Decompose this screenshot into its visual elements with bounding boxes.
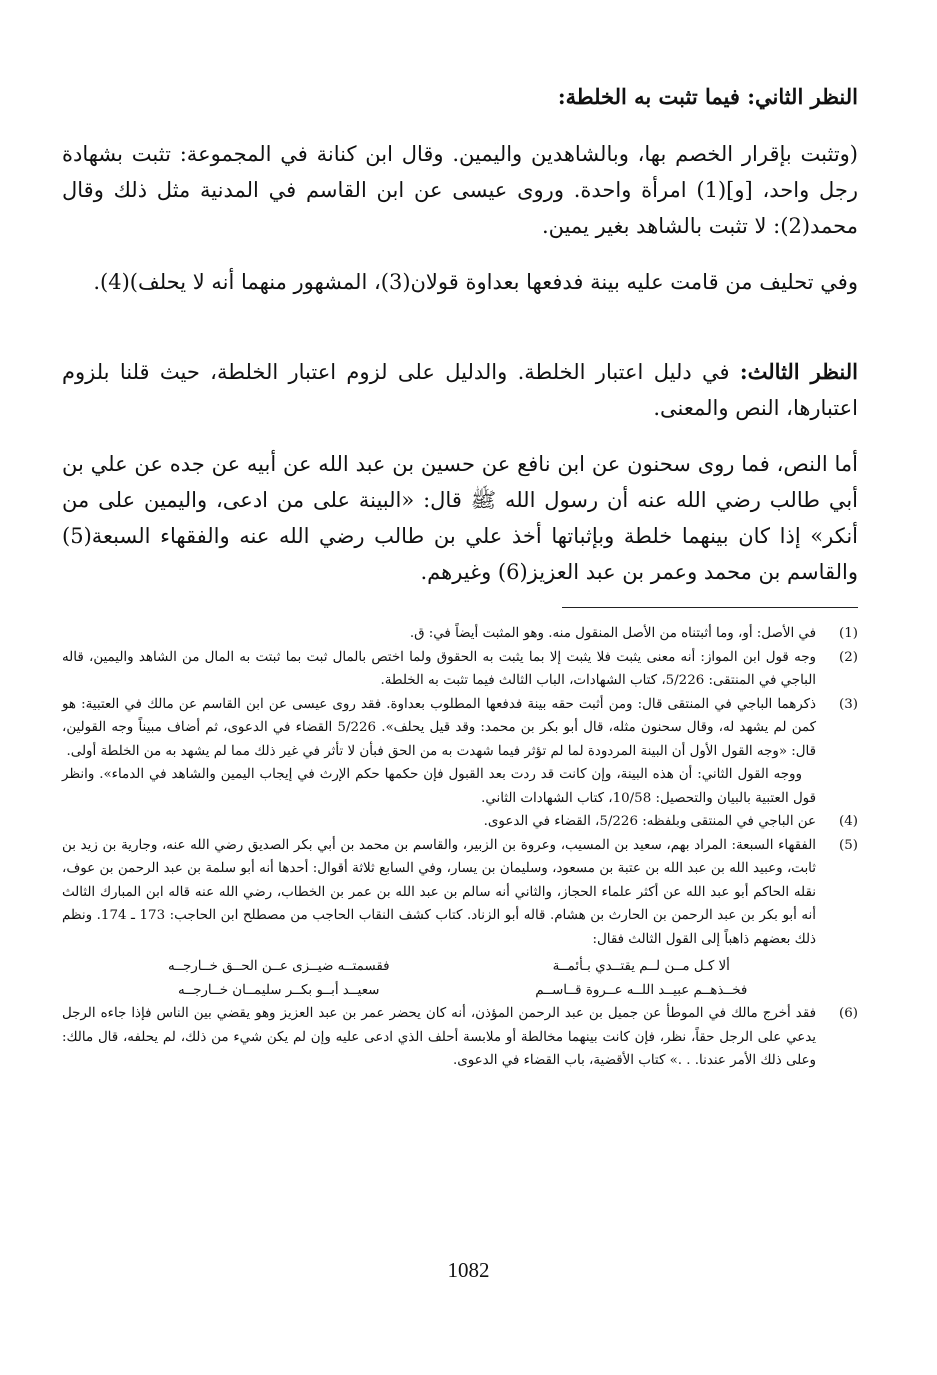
paragraph-3	[62, 354, 858, 426]
poem-verse-1	[118, 955, 802, 979]
footnote-3-continuation: ووجه القول الثاني: أن هذه البينة، وإن كانت قد ردت بعد القبول فإن حكمها حكم الإرث في إيجاب اليمين والشاهد في الدماء». وانظر قول العتبية بالبيان والتحصيل: 10/58، كتاب الشهادات الثاني.	[62, 767, 816, 806]
poem-hemistich-first: ألا كـل مــن لــم يقتــدي بـأئمــة	[552, 959, 730, 974]
poem-hemistich-first: فخــذهــم عبيــد اللــه عــروة قــاســم	[535, 982, 748, 998]
section-heading-2-text: النظر الثاني: فيما تثبت به الخلطة:	[557, 84, 858, 109]
footnote-text: الفقهاء السبعة: المراد بهم، سعيد بن المسيب، وعروة بن الزبير، والقاسم بن محمد بن أبي بكر الصديق رضي الله عنه، وجارية بن زيد بن ثابت، وعبيد الله بن عبد الله بن عتبة بن مسعود، وسليمان بن يسار، وفي السابع ثلاثة أقوال: أحدها أنه أبو سلمة بن عبد الرحمن بن عوف، نقله الحاكم أبو عبد الله عن أكثر علماء الحجاز، والثاني أنه سالم بن عبد الله بن عمر بن الخطاب، رضي الله عنه قاله ابن المبارك الثالث أنه أبو بكر بن عبد الرحمن بن الحارث بن هشام. قاله أبو الزناد. كتاب كشف النقاب الحاجب من مصطلح ابن الحاجب: 173 ـ 174. ونظم ذلك بعضهم ذاهباً إلى القول الثالث فقال:	[62, 837, 817, 947]
footnote-number: (5)	[839, 837, 858, 853]
footnote-number: (6)	[839, 1006, 858, 1021]
paragraph-3-text	[62, 354, 858, 426]
paragraph-2	[62, 264, 858, 300]
section-heading-2	[62, 84, 858, 109]
footnote-text: ذكرهما الباجي في المنتقى قال: ومن أثبت حقه بينة فدفعها المطلوب بعداوة. فقد روى عيسى عن ابن القاسم عن مالك في العتبية: هو كمن لم يشهد له، وقال سحنون مثله، قال أبو بكر بن محمد: وقد قيل يحلف». 5/226 القضاء في الدعوى، ثم أضاف مبيناً وجه القولين، قال: «وجه القول الأول أن البينة المردودة لما لم تؤثر فيما شهدت به من الحق فبأن لا تأثر في غير ذلك مما لم يشهد به من الخلطة أولى.	[62, 696, 817, 759]
footnote-1	[62, 622, 858, 646]
footnote-5-poem	[118, 955, 802, 1002]
footnote-number: (4)	[839, 814, 858, 829]
paragraph-4	[62, 446, 858, 590]
paragraph-1-text: (وتثبت بإقرار الخصم بها، وبالشاهدين واليمين. وقال ابن كنانة في المجموعة: تثبت بشهادة رجل واحد، [و](1) امرأة واحدة. وروى عيسى عن ابن القاسم في المدنية مثل ذلك وقال محمد(2): لا تثبت بالشاهد بغير يمين.	[62, 142, 858, 238]
footnote-text: فقد أخرج مالك في الموطأ عن جميل بن عبد الرحمن المؤذن، أنه كان يحضر عمر بن عبد العزيز وهو يقضي بين الناس فإذا جاءه الرجل يدعي على الرجل حقاً، نظر، فإن كانت بينهما مخالطة أو ملابسة أحلف الذي ادعى عليه وإن لم يكن شيء من ذلك، لم يحلفه، قال مالك: وعلى ذلك الأمر عندنا. . .» كتاب الأقضية، باب القضاء في الدعوى.	[62, 1006, 816, 1068]
poem-hemistich-second: سعيــد أبــو بكــر سليمــان خــارجــه	[178, 982, 380, 998]
page-number: 1082	[447, 1258, 490, 1282]
paragraph-2-text: وفي تحليف من قامت عليه بينة فدفعها بعداوة قولان(3)، المشهور منهما أنه لا يحلف)(4).	[93, 270, 858, 294]
footnote-text: عن الباجي في المنتقى وبلفظه: 5/226، القضاء في الدعوى.	[483, 814, 816, 829]
footnote-2	[62, 646, 858, 693]
footnote-text: في الأصل: أو، وما أثبتناه من الأصل المنقول منه. وهو المثبت أيضاً في: ق.	[409, 626, 816, 641]
footnotes	[62, 622, 858, 1073]
footnote-6	[62, 1002, 858, 1073]
footnote-text: وجه قول ابن المواز: أنه معنى يثبت فلا يثبت إلا بما يثبت به الحقوق ولما اختص بالمال ثبت بما ثبتت به المال من الشاهد واليمين، قاله الباجي في المنتقى: 5/226، كتاب الشهادات، الباب الثالث فيما تثبت به الخلطة.	[62, 649, 816, 688]
footnote-number: (3)	[839, 696, 858, 712]
footnote-divider	[562, 607, 858, 608]
footnote-4	[62, 810, 858, 834]
paragraph-4-text: أما النص، فما روى سحنون عن ابن نافع عن حسين بن عبد الله عن أبيه عن جده عن علي بن أبي طالب رضي الله عنه أن رسول الله ﷺ قال: «البينة على من ادعى، واليمين على من أنكر» إذا كان بينهما خلطة وبإثباتها أخذ علي بن طالب رضي الله عنه والفقهاء السبعة(5) والقاسم بن محمد وعمر بن عبد العزيز(6) وغيرهم.	[62, 452, 858, 584]
footnote-5	[62, 834, 858, 952]
footnote-3	[62, 693, 858, 764]
poem-verse-2	[118, 979, 802, 1003]
section-heading-3: النظر الثالث:	[739, 359, 858, 384]
footnote-number: (2)	[839, 649, 858, 665]
paragraph-1	[62, 136, 858, 244]
paragraph-3-rest: في دليل اعتبار الخلطة. والدليل على لزوم اعتبار الخلطة، حيث قلنا بلزوم اعتبارها، النص والمعنى.	[62, 360, 858, 420]
poem-hemistich-second: فقسمتــه ضيــزى عــن الحــق خــارجــه	[167, 959, 390, 974]
footnote-number: (1)	[839, 626, 858, 641]
